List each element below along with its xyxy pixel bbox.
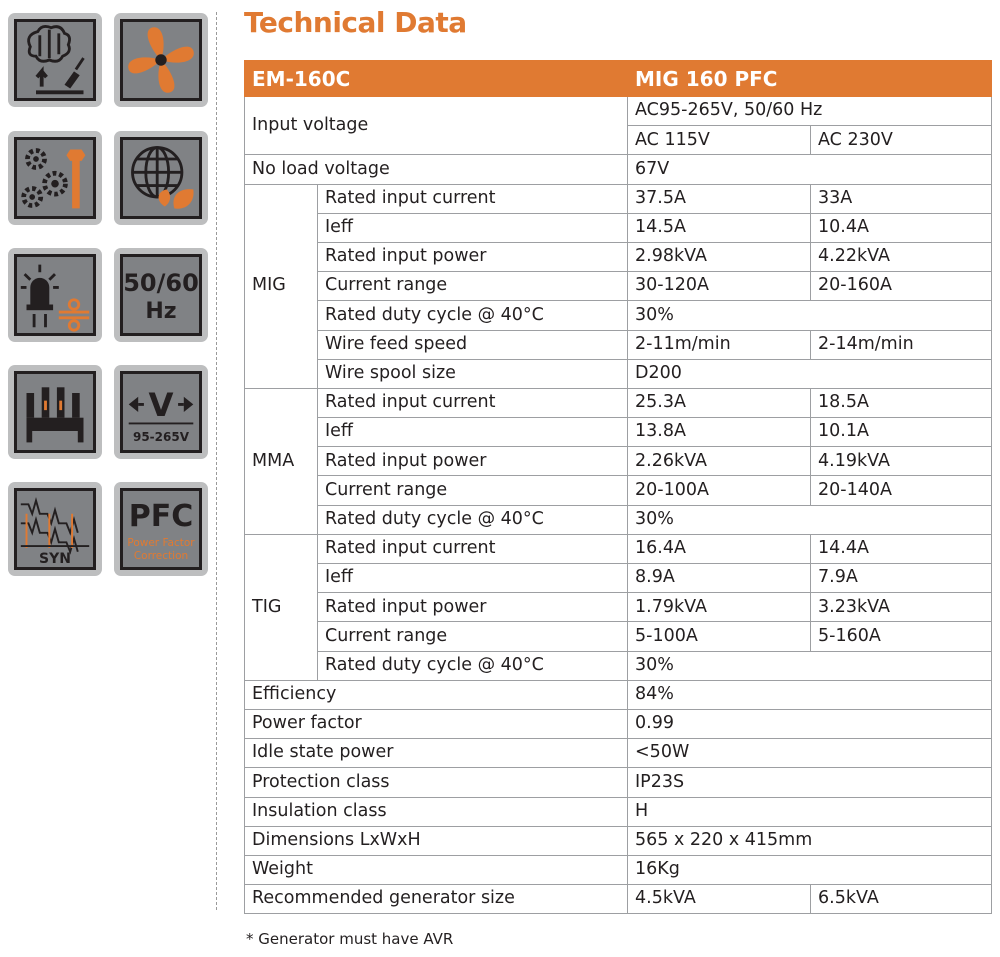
icon-tile — [8, 248, 102, 342]
value-cell: 30% — [628, 301, 992, 330]
table-row — [245, 855, 992, 884]
value-cell: 2.98kVA — [628, 242, 811, 271]
value-cell: 30-120A — [628, 272, 811, 301]
svg-text:V: V — [148, 385, 174, 424]
value-cell: 30% — [628, 505, 992, 534]
value-cell: 37.5A — [628, 184, 811, 213]
value-cell: 565 x 220 x 415mm — [628, 826, 992, 855]
param-cell: Rated input current — [318, 184, 628, 213]
table-row — [245, 155, 992, 184]
value-cell: 25.3A — [628, 388, 811, 417]
icon-tile — [114, 131, 208, 225]
table-header-row — [245, 61, 992, 97]
param-cell: Rated input power — [318, 447, 628, 476]
param-cell: Dimensions LxWxH — [245, 826, 628, 855]
table-row — [245, 418, 992, 447]
header-model: EM-160C — [245, 61, 628, 97]
table-row — [245, 768, 992, 797]
value-cell: 20-100A — [628, 476, 811, 505]
param-cell: Current range — [318, 476, 628, 505]
table-row — [245, 622, 992, 651]
value-cell: 7.9A — [811, 564, 992, 593]
synergic-wave-icon — [14, 488, 96, 570]
table-row — [245, 330, 992, 359]
value-cell: 5-160A — [811, 622, 992, 651]
spec-table — [244, 60, 992, 914]
param-cell: Wire feed speed — [318, 330, 628, 359]
icon-tile — [114, 482, 208, 576]
input-voltage-b: AC 230V — [811, 126, 992, 155]
table-row — [245, 651, 992, 680]
param-cell: Power factor — [245, 709, 628, 738]
param-cell: Rated input current — [318, 534, 628, 563]
table-row — [245, 797, 992, 826]
value-cell: 4.5kVA — [628, 885, 811, 914]
table-row — [245, 301, 992, 330]
table-row — [245, 680, 992, 709]
param-cell: Wire spool size — [318, 359, 628, 388]
param-cell: Rated input power — [318, 242, 628, 271]
table-row — [245, 447, 992, 476]
value-cell: 33A — [811, 184, 992, 213]
input-voltage-label: Input voltage — [245, 97, 628, 155]
table-row — [245, 359, 992, 388]
value-cell: 6.5kVA — [811, 885, 992, 914]
value-cell: 8.9A — [628, 564, 811, 593]
icon-tile — [114, 13, 208, 107]
value-cell: 2-14m/min — [811, 330, 992, 359]
table-row — [245, 97, 992, 126]
no-load-value: 67V — [628, 155, 992, 184]
table-row — [245, 272, 992, 301]
value-cell: 2-11m/min — [628, 330, 811, 359]
fan-cooling-icon — [123, 22, 199, 98]
footnote: * Generator must have AVR — [246, 930, 454, 948]
value-cell: 3.23kVA — [811, 593, 992, 622]
table-row — [245, 242, 992, 271]
table-row — [245, 184, 992, 213]
value-cell: 16.4A — [628, 534, 811, 563]
input-voltage-range: AC95-265V, 50/60 Hz — [628, 97, 992, 126]
maintenance-gears-icon — [17, 140, 93, 216]
param-cell: Current range — [318, 622, 628, 651]
igbt-inverter-icon — [17, 374, 93, 450]
param-cell: Protection class — [245, 768, 628, 797]
mma-group-label: MMA — [245, 388, 318, 534]
value-cell: 18.5A — [811, 388, 992, 417]
param-cell: Rated duty cycle @ 40°C — [318, 505, 628, 534]
value-cell: 0.99 — [628, 709, 992, 738]
frequency-line1: 50/60 — [123, 269, 199, 297]
value-cell: 30% — [628, 651, 992, 680]
table-row — [245, 593, 992, 622]
value-cell: 2.26kVA — [628, 447, 811, 476]
table-row — [245, 388, 992, 417]
value-cell: H — [628, 797, 992, 826]
value-cell: <50W — [628, 739, 992, 768]
param-cell: Rated duty cycle @ 40°C — [318, 301, 628, 330]
value-cell: D200 — [628, 359, 992, 388]
value-cell: 20-140A — [811, 476, 992, 505]
param-cell: Recommended generator size — [245, 885, 628, 914]
param-cell: Ieff — [318, 213, 628, 242]
value-cell: 5-100A — [628, 622, 811, 651]
value-cell: 10.4A — [811, 213, 992, 242]
param-cell: Insulation class — [245, 797, 628, 826]
frequency-line2: Hz — [145, 299, 177, 324]
tig-group-label: TIG — [245, 534, 318, 680]
param-cell: Efficiency — [245, 680, 628, 709]
pfc-subtitle-line1: Power Factor — [127, 537, 195, 549]
value-cell: 16Kg — [628, 855, 992, 884]
mig-group-label: MIG — [245, 184, 318, 388]
table-row — [245, 534, 992, 563]
table-row — [245, 826, 992, 855]
voltage-range-label: 95-265V — [132, 430, 189, 444]
icon-tile — [114, 365, 208, 459]
icon-tile — [8, 365, 102, 459]
table-row — [245, 709, 992, 738]
pfc-icon — [120, 488, 202, 570]
table-row — [245, 476, 992, 505]
value-cell: 84% — [628, 680, 992, 709]
alarm-light-icon — [17, 257, 93, 333]
value-cell: 14.5A — [628, 213, 811, 242]
table-row — [245, 213, 992, 242]
icon-tile — [8, 131, 102, 225]
icon-tile — [8, 482, 102, 576]
value-cell: 4.22kVA — [811, 242, 992, 271]
voltage-range-icon — [120, 371, 202, 453]
icon-tile — [114, 248, 208, 342]
param-cell: Ieff — [318, 418, 628, 447]
param-cell: Rated input power — [318, 593, 628, 622]
table-row — [245, 885, 992, 914]
pfc-label: PFC — [128, 499, 194, 534]
header-variant: MIG 160 PFC — [628, 61, 992, 97]
page-title: Technical Data — [244, 6, 467, 39]
pfc-subtitle-line2: Correction — [133, 550, 189, 562]
no-load-label: No load voltage — [245, 155, 628, 184]
value-cell: 1.79kVA — [628, 593, 811, 622]
value-cell: IP23S — [628, 768, 992, 797]
eco-globe-icon — [123, 140, 199, 216]
value-cell: 14.4A — [811, 534, 992, 563]
value-cell: 13.8A — [628, 418, 811, 447]
frequency-badge-icon — [120, 254, 202, 336]
param-cell: Rated duty cycle @ 40°C — [318, 651, 628, 680]
syn-label: SYN — [39, 551, 71, 567]
param-cell: Rated input current — [318, 388, 628, 417]
param-cell: Idle state power — [245, 739, 628, 768]
synergic-brain-icon — [17, 22, 93, 98]
param-cell: Ieff — [318, 564, 628, 593]
icon-tile — [8, 13, 102, 107]
table-row — [245, 564, 992, 593]
value-cell: 20-160A — [811, 272, 992, 301]
value-cell: 10.1A — [811, 418, 992, 447]
param-cell: Weight — [245, 855, 628, 884]
table-row — [245, 739, 992, 768]
value-cell: 4.19kVA — [811, 447, 992, 476]
divider — [216, 12, 217, 910]
input-voltage-a: AC 115V — [628, 126, 811, 155]
param-cell: Current range — [318, 272, 628, 301]
table-row — [245, 505, 992, 534]
